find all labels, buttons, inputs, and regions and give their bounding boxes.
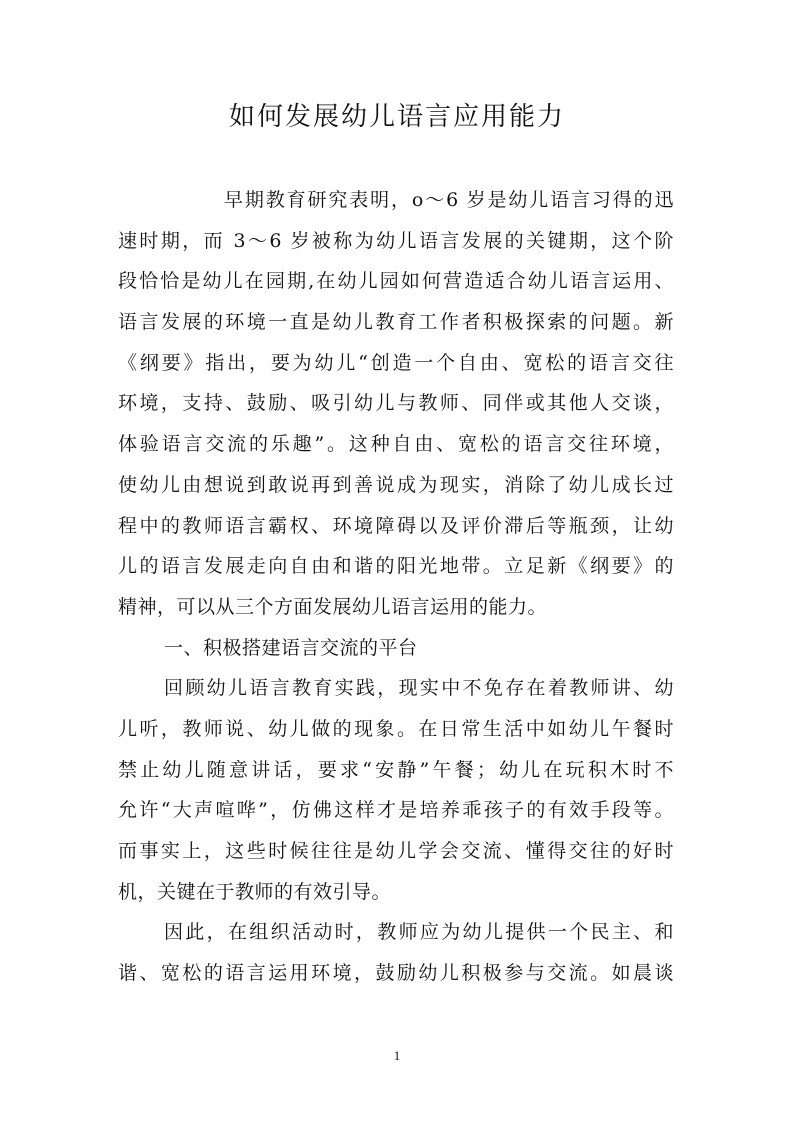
- document-title: 如何发展幼儿语言应用能力: [228, 102, 565, 132]
- paragraph-line: 程中的教师语言霸权、环境障碍以及评价滞后等瓶颈，让幼: [118, 514, 674, 537]
- paragraph-line: 谐、宽松的语言运用环境，鼓励幼儿积极参与交流。如晨谈: [118, 962, 674, 985]
- document-body: [118, 180, 674, 994]
- page-number: 1: [393, 1048, 401, 1063]
- paragraph-line: 语言发展的环境一直是幼儿教育工作者积极探索的问题。新: [118, 311, 674, 334]
- paragraph-line: 环境，支持、鼓励、吸引幼儿与教师、同伴或其他人交谈，: [118, 392, 674, 415]
- paragraph-line: 而事实上，这些时候往往是幼儿学会交流、懂得交往的好时: [118, 840, 674, 862]
- paragraph-line: 机，关键在于教师的有效引导。: [118, 880, 392, 903]
- section-heading: 一、积极搭建语言交流的平台: [164, 636, 418, 659]
- paragraph-line: 儿的语言发展走向自由和谐的阳光地带。立足新《纲要》的: [118, 555, 674, 578]
- paragraph-line: 使幼儿由想说到敢说再到善说成为现实，消除了幼儿成长过: [118, 473, 674, 496]
- paragraph-line: 速时期，而 3～6 岁被称为幼儿语言发展的关键期，这个阶: [118, 229, 674, 252]
- paragraph-line: 儿听，教师说、幼儿做的现象。在日常生活中如幼儿午餐时: [118, 717, 674, 740]
- paragraph-line: 体验语言交流的乐趣”。这种自由、宽松的语言交往环境，: [118, 433, 674, 456]
- paragraph-line: 回顾幼儿语言教育实践，现实中不免存在着教师讲、幼: [164, 677, 674, 700]
- paragraph-line: 因此，在组织活动时，教师应为幼儿提供一个民主、和: [164, 921, 674, 944]
- paragraph-line: 精神，可以从三个方面发展幼儿语言运用的能力。: [118, 595, 548, 618]
- paragraph-line: 禁止幼儿随意讲话，要求“安静”午餐；幼儿在玩积木时不: [118, 758, 674, 781]
- paragraph-line: 《纲要》指出，要为幼儿“创造一个自由、宽松的语言交往: [118, 351, 674, 374]
- paragraph-line: 早期教育研究表明，o～6 岁是幼儿语言习得的迅: [224, 189, 674, 211]
- paragraph-line: 允许“大声喧哗”，仿佛这样才是培养乖孩子的有效手段等。: [118, 799, 674, 822]
- paragraph-line: 段恰恰是幼儿在园期,在幼儿园如何营造适合幼儿语言运用、: [118, 270, 674, 293]
